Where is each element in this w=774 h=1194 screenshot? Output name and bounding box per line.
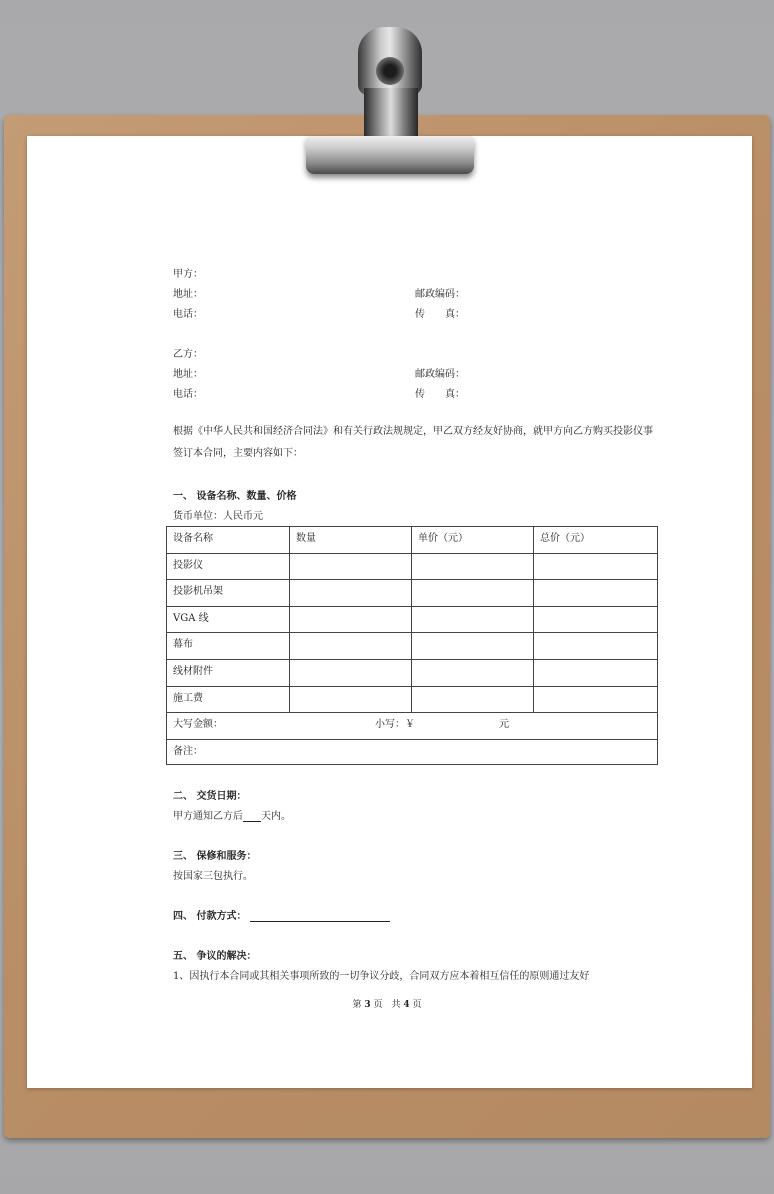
total-row xyxy=(167,713,658,740)
equipment-table xyxy=(166,526,658,765)
total-lower-label: 小写：￥ xyxy=(375,719,415,731)
total-price-cell[interactable] xyxy=(534,686,658,713)
header-cell: 单价（元） xyxy=(412,527,534,554)
total-price-cell[interactable] xyxy=(534,553,658,580)
item-name: 投影仪 xyxy=(167,553,290,580)
quantity-cell[interactable] xyxy=(290,580,412,607)
party-b-fax: 传 真： xyxy=(415,389,465,400)
party-b-phone: 电话： xyxy=(173,389,203,400)
delivery-text xyxy=(173,807,291,822)
total-upper-label: 大写金额： xyxy=(173,719,223,731)
item-name: 投影机吊架 xyxy=(167,580,290,607)
total-price-cell[interactable] xyxy=(534,606,658,633)
party-b-address: 地址： xyxy=(173,369,203,380)
total-price-cell[interactable] xyxy=(534,633,658,660)
header-cell: 总价（元） xyxy=(534,527,658,554)
party-a-address: 地址： xyxy=(173,289,203,300)
header-cell: 设备名称 xyxy=(167,527,290,554)
section2-title: 二、 交货日期： xyxy=(173,791,247,802)
item-name: VGA 线 xyxy=(167,606,290,633)
unit-price-cell[interactable] xyxy=(412,580,534,607)
table-row xyxy=(167,580,658,607)
total-price-cell[interactable] xyxy=(534,659,658,686)
item-name: 幕布 xyxy=(167,633,290,660)
clip-neck xyxy=(364,88,418,138)
delivery-text-after: 天内。 xyxy=(261,811,291,822)
total-price-cell[interactable] xyxy=(534,580,658,607)
warranty-text: 按国家三包执行。 xyxy=(173,871,253,882)
dispute-item-1: 1、因执行本合同或其相关事项所致的一切争议分歧，合同双方应本着相互信任的原则通过友好 xyxy=(173,971,590,982)
section5-title: 五、 争议的解决： xyxy=(173,951,257,962)
clip-ring-icon xyxy=(358,27,422,95)
footer-mid: 页 共 xyxy=(373,1000,401,1010)
party-a-phone: 电话： xyxy=(173,309,203,320)
table-header-row xyxy=(167,527,658,554)
item-name: 施工费 xyxy=(167,686,290,713)
party-a-postal: 邮政编码： xyxy=(415,289,465,300)
party-a-label: 甲方： xyxy=(173,269,203,280)
footer-prefix: 第 xyxy=(352,1000,362,1010)
section3-title: 三、 保修和服务： xyxy=(173,851,257,862)
table-row xyxy=(167,659,658,686)
section4-title: 四、 付款方式： xyxy=(173,911,247,922)
party-b-label: 乙方： xyxy=(173,349,203,360)
table-row xyxy=(167,553,658,580)
total-cell[interactable] xyxy=(167,713,658,740)
quantity-cell[interactable] xyxy=(290,686,412,713)
remarks-label: 备注： xyxy=(173,745,203,757)
quantity-cell[interactable] xyxy=(290,633,412,660)
remarks-row xyxy=(167,739,658,764)
currency-unit: 货币单位：人民币元 xyxy=(173,511,263,522)
party-b-postal: 邮政编码： xyxy=(415,369,465,380)
unit-price-cell[interactable] xyxy=(412,553,534,580)
total-pages: 4 xyxy=(403,1000,410,1010)
unit-price-cell[interactable] xyxy=(412,659,534,686)
quantity-cell[interactable] xyxy=(290,606,412,633)
quantity-cell[interactable] xyxy=(290,659,412,686)
section1-title: 一、 设备名称、数量、价格 xyxy=(173,491,297,502)
table-row xyxy=(167,686,658,713)
days-blank[interactable] xyxy=(243,811,261,822)
page-footer xyxy=(0,997,774,1010)
footer-suffix: 页 xyxy=(412,1000,422,1010)
header-cell: 数量 xyxy=(290,527,412,554)
clip-plate xyxy=(306,136,474,174)
unit-price-cell[interactable] xyxy=(412,686,534,713)
remarks-cell[interactable] xyxy=(167,739,658,764)
table-row xyxy=(167,633,658,660)
unit-price-cell[interactable] xyxy=(412,633,534,660)
party-a-fax: 传 真： xyxy=(415,309,465,320)
quantity-cell[interactable] xyxy=(290,553,412,580)
intro-paragraph: 根据《中华人民共和国经济合同法》和有关行政法规规定，甲乙双方经友好协商，就甲方向乙方购买投影仪事签订本合同，主要内容如下： xyxy=(173,426,653,459)
unit-price-cell[interactable] xyxy=(412,606,534,633)
total-unit-label: 元 xyxy=(499,719,509,731)
item-name: 线材附件 xyxy=(167,659,290,686)
section4-row xyxy=(173,907,390,922)
table-row xyxy=(167,606,658,633)
payment-blank[interactable] xyxy=(250,911,390,922)
delivery-text-before: 甲方通知乙方后 xyxy=(173,811,243,822)
current-page: 3 xyxy=(364,1000,371,1010)
